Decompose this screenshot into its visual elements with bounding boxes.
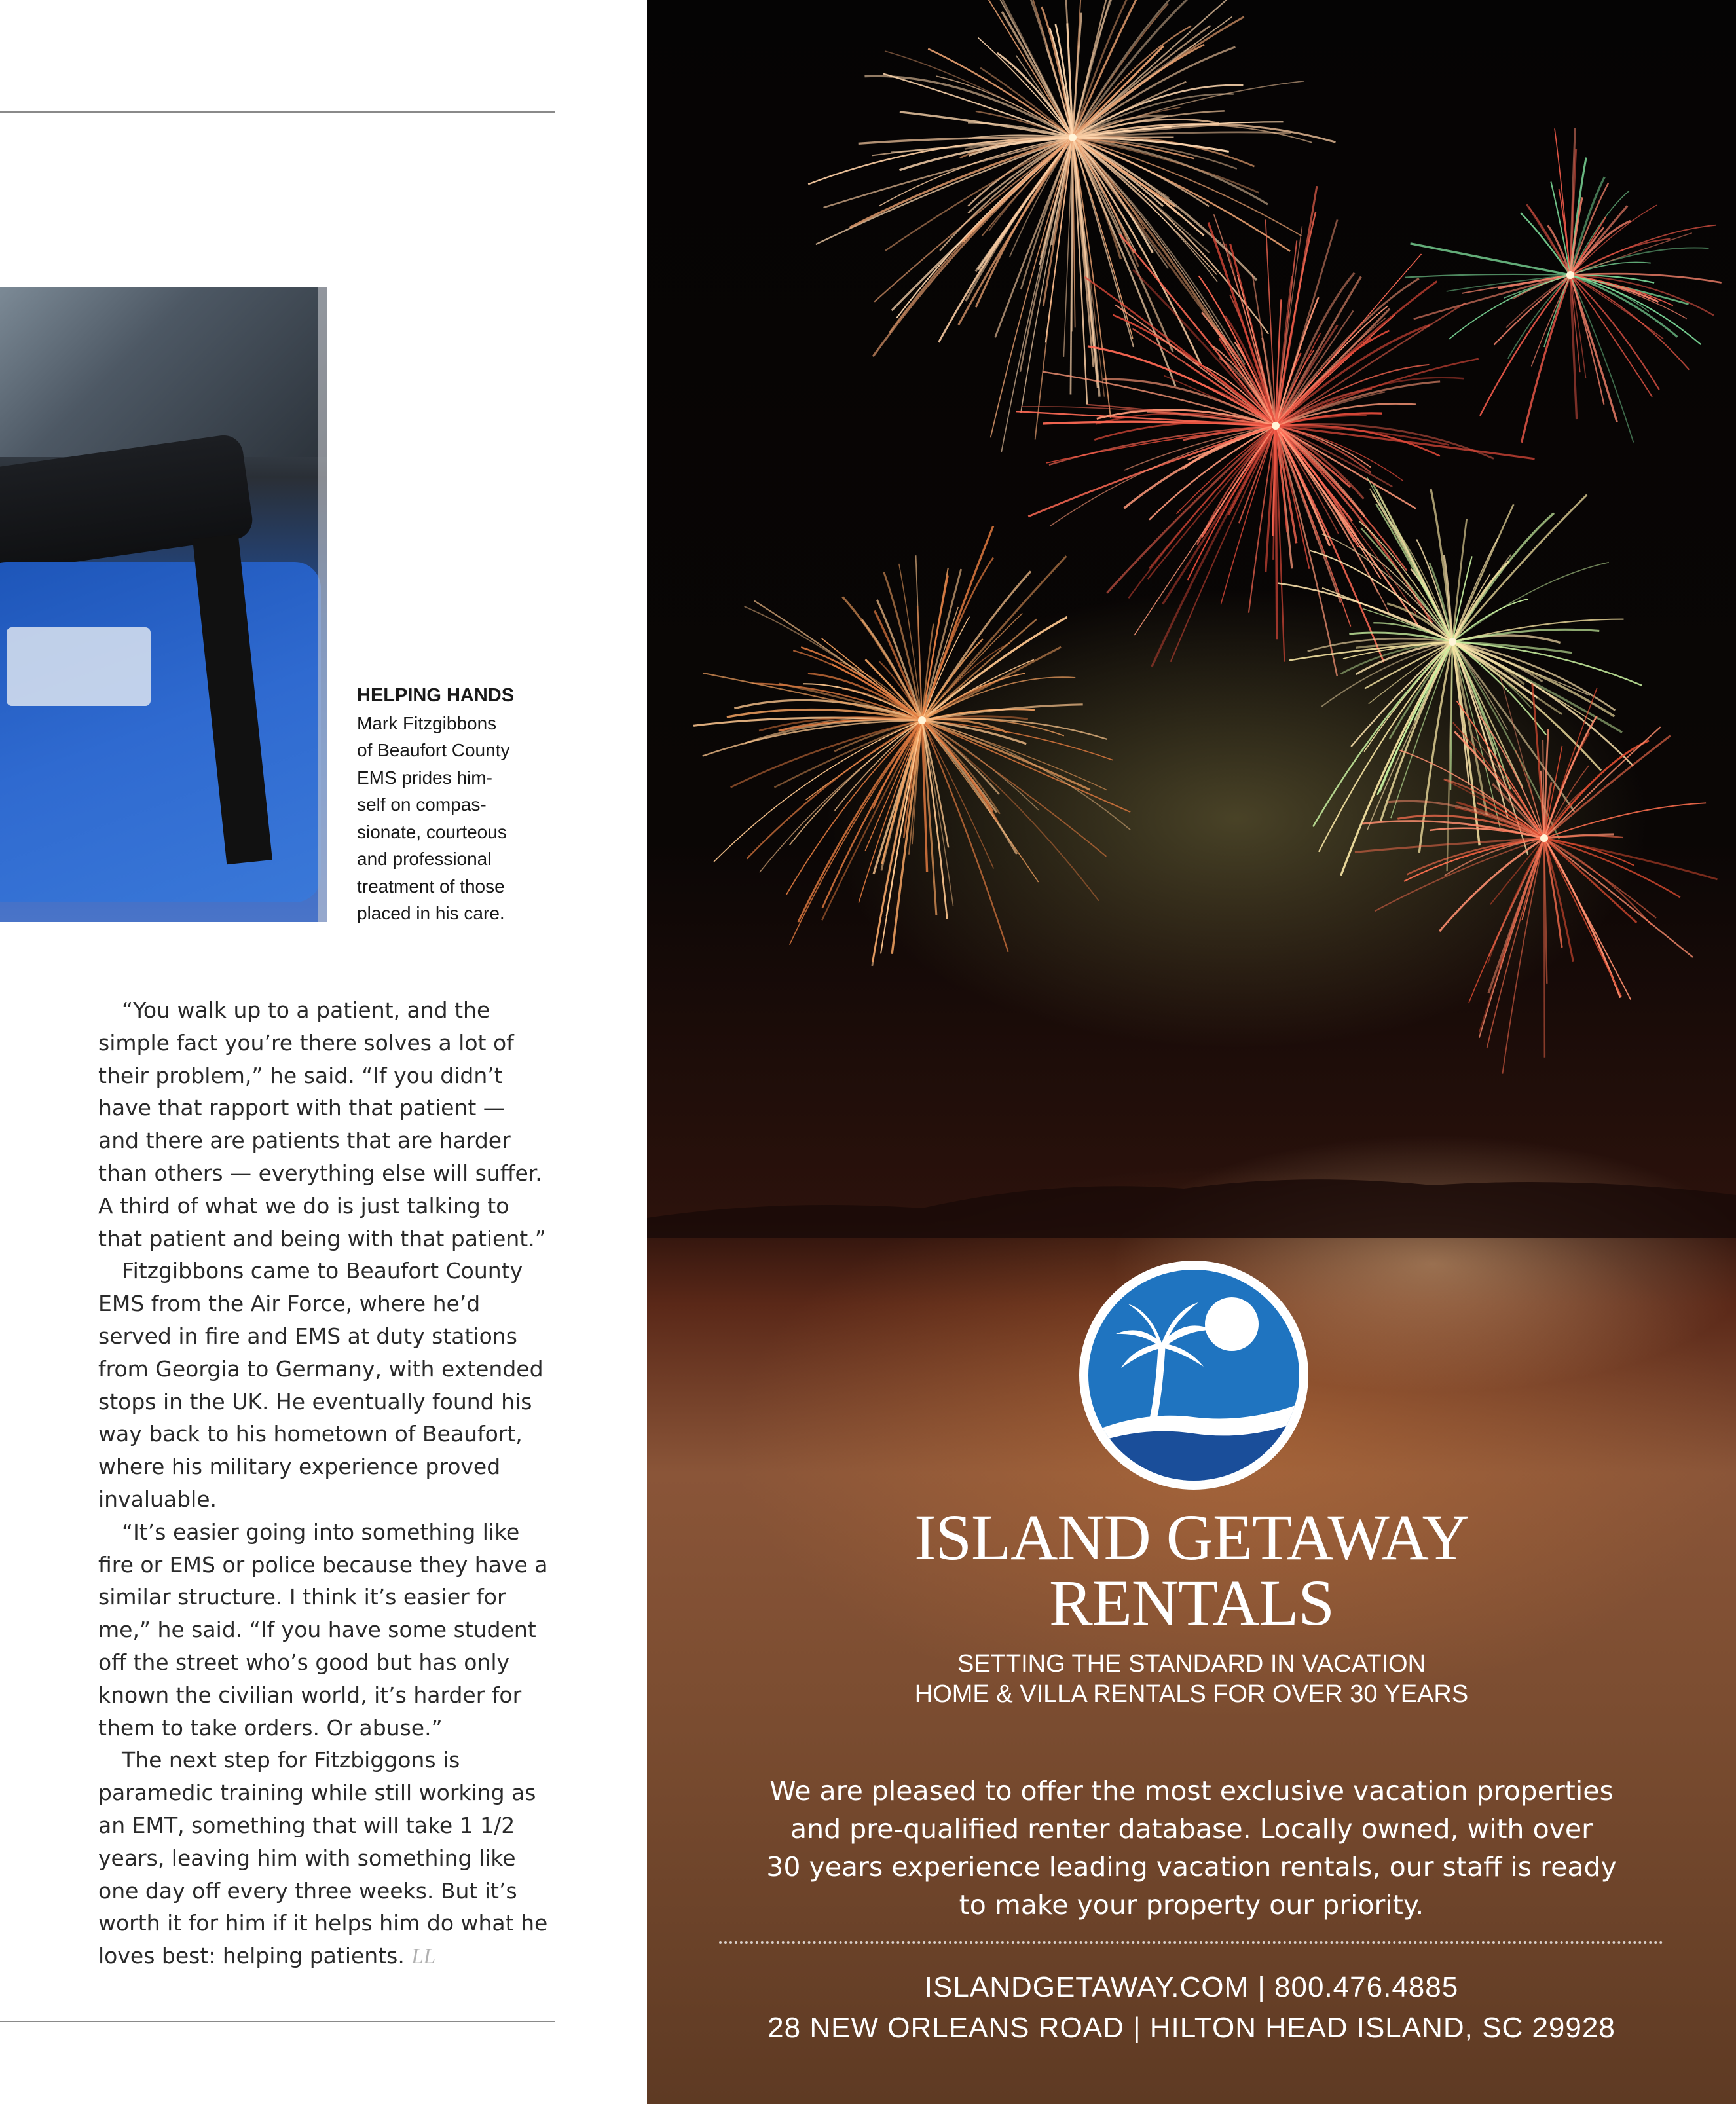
dotted-divider <box>719 1941 1663 1944</box>
description-line: and pre-qualified renter database. Locally owned, with over <box>790 1813 1593 1845</box>
photo-edge <box>318 287 327 922</box>
description-line: to make your property our priority. <box>959 1889 1424 1921</box>
firework-spark <box>1380 642 1452 821</box>
firework-burst <box>1405 128 1721 442</box>
firework-spark <box>1544 727 1661 838</box>
contact-address: 28 NEW ORLEANS ROAD | HILTON HEAD ISLAND, SC 29928 <box>767 2012 1616 2044</box>
caption-line: treatment of those <box>357 876 505 896</box>
article-page <box>0 0 647 2104</box>
medical-supplies <box>7 627 151 706</box>
hill-silhouette <box>647 1179 1736 1238</box>
caption-title: HELPING HANDS <box>357 685 515 706</box>
firework-burst <box>808 0 1335 452</box>
island-getaway-ad <box>647 0 1736 2104</box>
firework-spark <box>1276 426 1535 459</box>
firework-spark <box>889 138 1073 333</box>
top-rule <box>0 111 555 113</box>
ems-bag-photo <box>0 287 327 922</box>
firework-spark <box>922 720 1008 952</box>
paragraph: “It’s easier going into something like fire or EMS or police because they have a similar structure. I think it’s easier for me,” he said. “If you have some student off the street who’s good but has only known the civilian world, it’s harder for them to take orders. Or abuse.” <box>98 1519 548 1741</box>
firework-spark <box>1570 275 1577 419</box>
description-line: We are pleased to offer the most exclusive vacation properties <box>769 1775 1614 1807</box>
firework-burst <box>693 526 1130 966</box>
firework-spark <box>1355 838 1544 852</box>
firework-spark <box>1502 838 1544 1074</box>
firework-spark <box>1548 225 1570 275</box>
firework-spark <box>1544 838 1693 957</box>
end-mark: LL <box>411 1945 436 1969</box>
firework-spark <box>1452 495 1587 642</box>
island-logo <box>1079 1261 1308 1490</box>
firework-core <box>918 716 926 724</box>
caption-line: Mark Fitzgibbons <box>357 712 497 733</box>
caption-line: EMS prides him- <box>357 767 492 788</box>
bottom-rule <box>0 2021 555 2022</box>
firework-spark <box>1107 426 1276 593</box>
photo-caption <box>357 682 527 927</box>
logo-circle <box>1088 1270 1299 1481</box>
firework-core <box>1272 422 1280 430</box>
description-line: 30 years experience leading vacation rentals, our staff is ready <box>766 1851 1617 1883</box>
firework-spark <box>1405 274 1570 278</box>
firework-spark <box>1544 838 1680 897</box>
firework-spark <box>1073 138 1241 363</box>
tagline-line1: SETTING THE STANDARD IN VACATION <box>957 1650 1426 1678</box>
firework-spark <box>1391 642 1452 818</box>
caption-line: self on compas- <box>357 794 487 815</box>
firework-spark <box>1544 838 1545 1058</box>
firework-spark <box>1367 477 1452 642</box>
firework-core <box>1540 834 1548 842</box>
firework-spark <box>1544 838 1636 923</box>
paragraph: “You walk up to a patient, and the simple fact you’re there solves a lot of their problem,” he said. “If you didn’t have that rapport with that patient — and there are patients that are harder than others — everything else will suffer. A third of what we do is just talking to that patient and being with that patient.” <box>98 997 546 1251</box>
caption-line: and professional <box>357 849 492 869</box>
brand-name-line1: ISLAND GETAWAY <box>914 1501 1469 1574</box>
brand-name-line2: RENTALS <box>1049 1566 1334 1639</box>
firework-spark <box>1522 275 1570 443</box>
caption-line: placed in his care. <box>357 903 505 923</box>
contact-web-phone[interactable]: ISLANDGETAWAY.COM | 800.476.4885 <box>924 1971 1459 2003</box>
firework-spark <box>1479 838 1544 1038</box>
article-body <box>98 994 550 1974</box>
paragraph <box>98 1744 550 1974</box>
paragraph: Fitzgibbons came to Beaufort County EMS from the Air Force, where he’d served in fire and EMS at duty stations from Georgia to Germany, with extended stops in the UK. He eventually found his way back to his hometown of Beaufort, where his military experience proved invaluable. <box>98 1258 544 1512</box>
firework-core <box>1449 638 1456 646</box>
firework-burst <box>1355 677 1718 1074</box>
caption-line: of Beaufort County <box>357 740 510 760</box>
tagline-line2: HOME & VILLA RENTALS FOR OVER 30 YEARS <box>914 1680 1469 1708</box>
firework-spark <box>1452 504 1513 642</box>
firework-burst <box>1278 477 1642 876</box>
firework-spark <box>1411 244 1570 275</box>
firework-spark <box>1208 223 1276 426</box>
firework-spark <box>1452 642 1498 785</box>
firework-spark <box>1073 46 1164 138</box>
firework-core <box>1069 134 1077 141</box>
caption-line: sionate, courteous <box>357 821 507 842</box>
firework-spark <box>1171 426 1276 662</box>
firework-spark <box>1319 642 1452 852</box>
paragraph-text: The next step for Fitzbiggons is paramedic training while still working as an EMT, something that will take 1 1/2 years, leaving him with something like one day off every three weeks. But it’s worth it for him if it helps him do what he loves best: helping patients. <box>98 1747 548 1969</box>
equipment-background <box>0 287 327 457</box>
firework-spark <box>1276 426 1392 487</box>
firework-spark <box>1407 838 1544 875</box>
firework-core <box>1566 271 1574 279</box>
blue-medical-bag <box>0 562 321 902</box>
palm-island-icon <box>1088 1270 1299 1481</box>
